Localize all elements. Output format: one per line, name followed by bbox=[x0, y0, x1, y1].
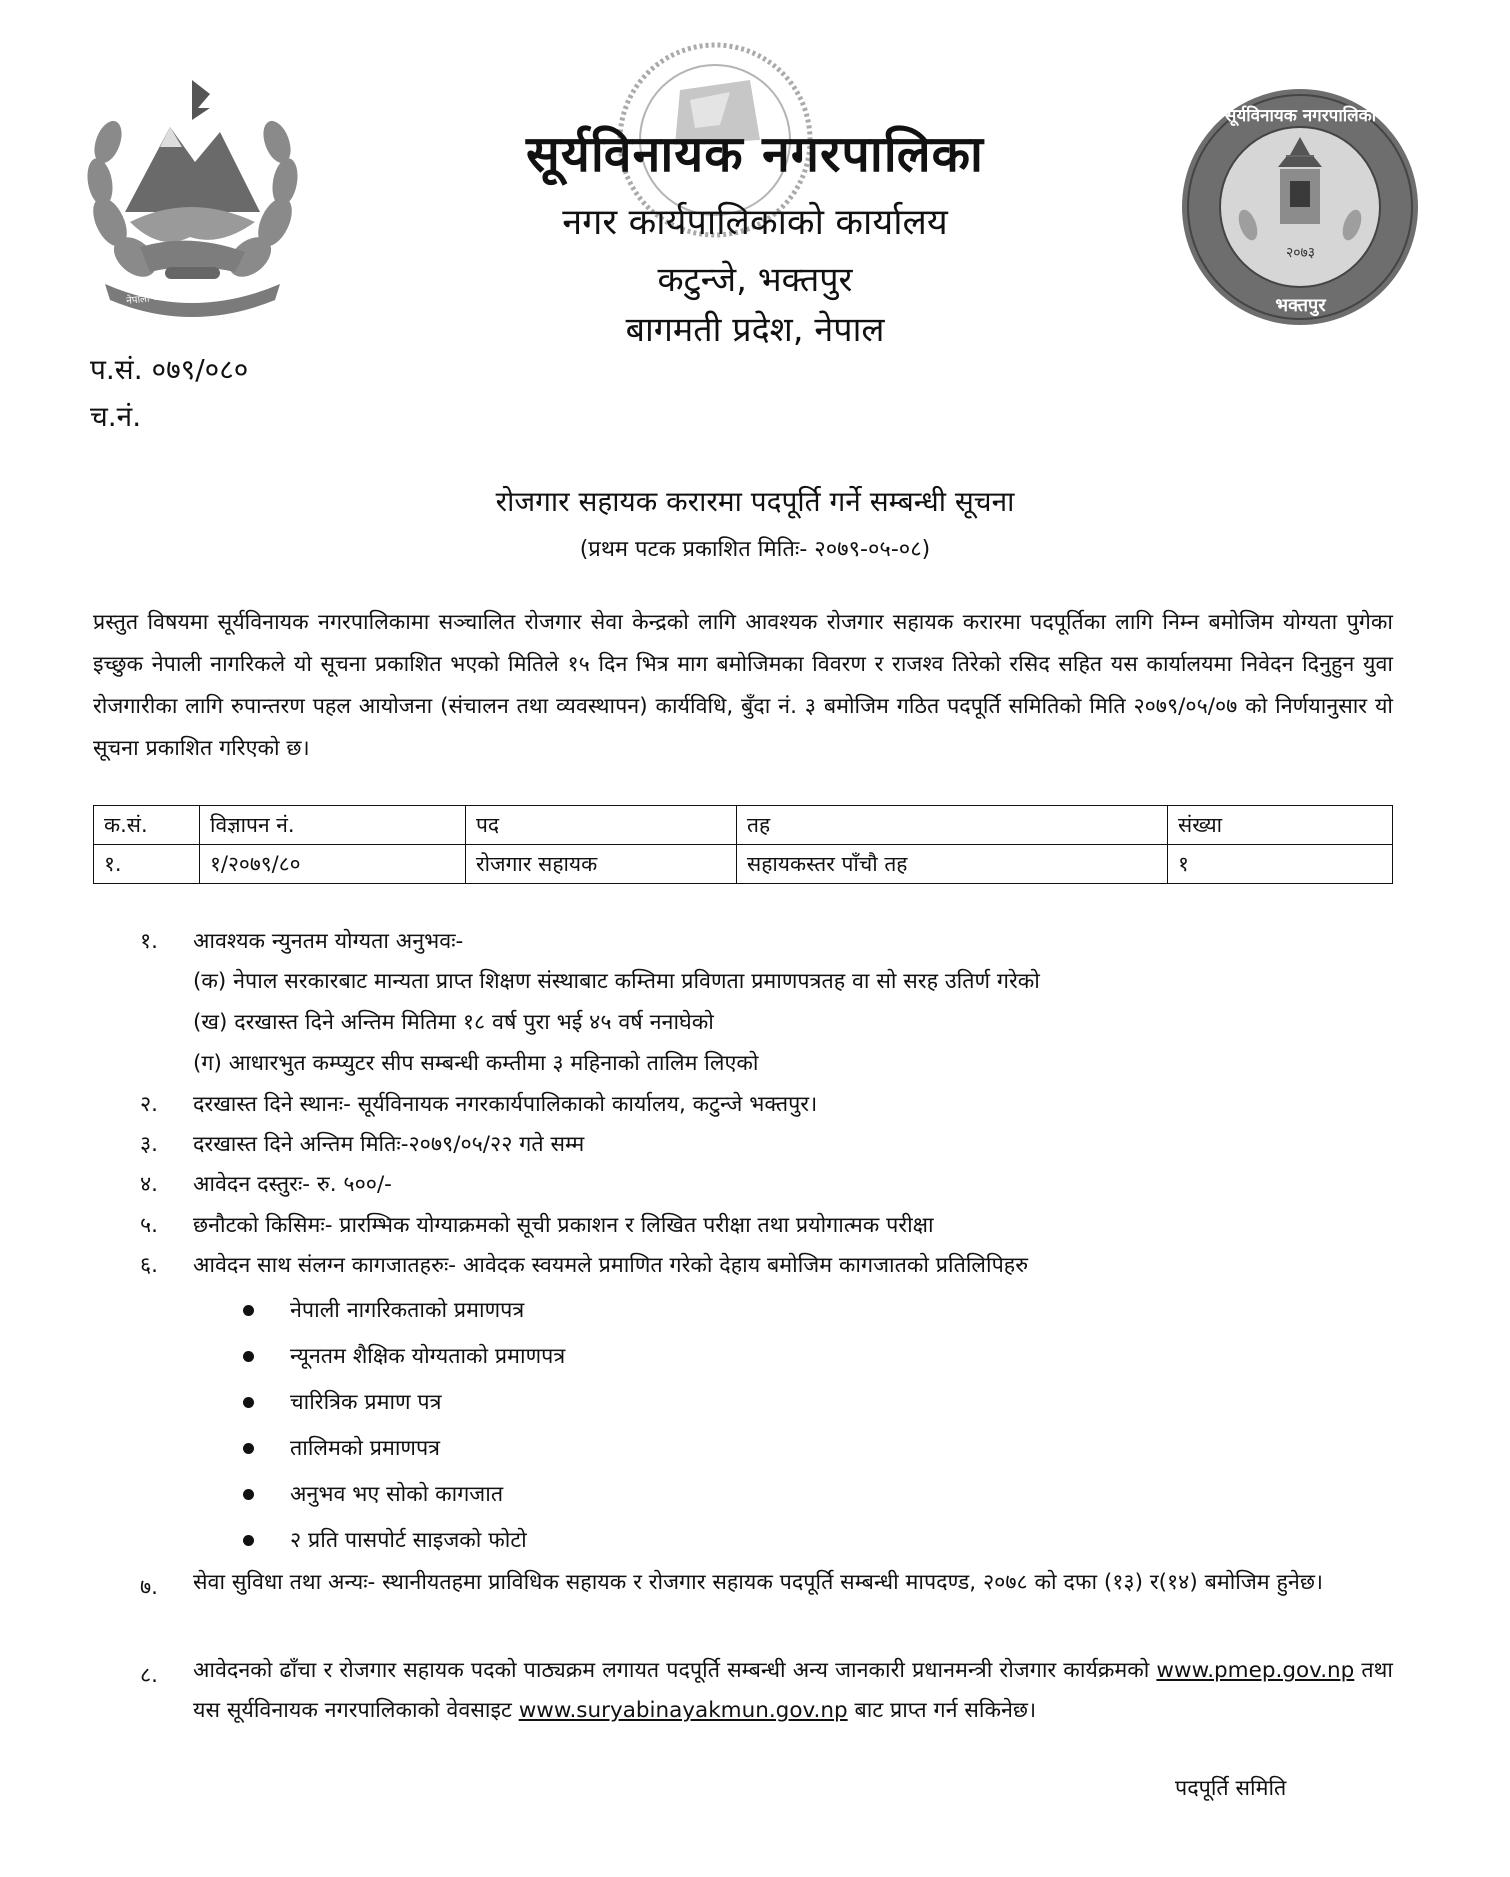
doc-list-item: चारित्रिक प्रमाण पत्र bbox=[290, 1390, 442, 1415]
bullet-icon bbox=[243, 1305, 254, 1316]
item-8-paragraph bbox=[193, 1651, 1393, 1731]
doc-list-item: नेपाली नागरिकताको प्रमाणपत्र bbox=[290, 1298, 525, 1323]
column-header-level: तह bbox=[737, 806, 1168, 845]
item-5-text: छनौटको किसिमः- प्रारम्भिक योग्याक्रमको सूची प्रकाशन र लिखित परीक्षा तथा प्रयोगात्मक परीक्षा bbox=[193, 1213, 934, 1238]
column-header-post: पद bbox=[466, 806, 737, 845]
cell-serial: १. bbox=[94, 845, 200, 884]
doc-list-item: न्यूनतम शैक्षिक योग्यताको प्रमाणपत्र bbox=[290, 1344, 566, 1369]
item-7-number: ७. bbox=[140, 1575, 159, 1600]
item-4-text: आवेदन दस्तुरः- रु. ५००/- bbox=[193, 1172, 392, 1197]
item-2-text: दरखास्त दिने स्थानः- सूर्यविनायक नगरकार्यपालिकाको कार्यालय, कटुन्जे भक्तपुर। bbox=[193, 1092, 818, 1117]
pmep-website-link[interactable]: www.pmep.gov.np bbox=[1156, 1658, 1355, 1683]
notice-intro-paragraph: प्रस्तुत विषयमा सूर्यविनायक नगरपालिकामा सञ्चालित रोजगार सेवा केन्द्रको लागि आवश्यक रोजगार सहायक करारमा पदपूर्तिका लागि निम्न बमोजिम योग्यता पुगेका इच्छुक नेपाली नागरिकले यो सूचना प्रकाशित भएको मितिले १५ दिन भित्र माग बमोजिमका विवरण र राजश्व तिरेको रसिद सहित यस कार्यालयमा निवेदन दिनुहुन युवा रोजगारीका लागि रुपान्तरण पहल आयोजना (संचालन तथा व्यवस्थापन) कार्यविधि, बुँदा नं. ३ बमोजिम गठित पदपूर्ति समितिको मिति २०७९/०५/०७ को निर्णयानुसार यो सूचना प्रकाशित गरिएको छ। bbox=[93, 610, 1393, 761]
notice-title: रोजगार सहायक करारमा पदपूर्ति गर्ने सम्बन्धी सूचना bbox=[495, 485, 1015, 518]
item-8-number: ८. bbox=[140, 1663, 159, 1688]
table-header-row bbox=[94, 806, 1393, 845]
item-1b-text: (ख) दरखास्त दिने अन्तिम मितिमा १८ वर्ष पुरा भई ४५ वर्ष ननाघेको bbox=[193, 1010, 714, 1035]
logo-ring-bottom-text: भक्तपुर bbox=[1275, 295, 1326, 316]
bullet-icon bbox=[243, 1397, 254, 1408]
emblem-ribbon-motto: नेपाली जनप्रतिनिधि जनसेवी सर्वोत्तम bbox=[125, 282, 259, 307]
municipality-title: सूर्यविनायक नगरपालिका bbox=[526, 125, 984, 183]
item-1c-text: (ग) आधारभुत कम्प्युटर सीप सम्बन्धी कम्तीमा ३ महिनाको तालिम लिएको bbox=[193, 1051, 759, 1076]
cell-level: सहायकस्तर पाँचौ तह bbox=[737, 845, 1168, 884]
cell-advert-no: १/२०७९/८० bbox=[200, 845, 466, 884]
letter-reference-number: प.सं. ०७९/०८० bbox=[90, 353, 249, 386]
doc-list-item: २ प्रति पासपोर्ट साइजको फोटो bbox=[290, 1528, 527, 1553]
bullet-icon bbox=[243, 1351, 254, 1362]
item-2-number: २. bbox=[140, 1092, 159, 1117]
bullet-icon bbox=[243, 1489, 254, 1500]
item-6-number: ६. bbox=[140, 1253, 159, 1278]
item-1-number: १. bbox=[140, 929, 159, 954]
item-3-text: दरखास्त दिने अन्तिम मितिः-२०७९/०५/२२ गते सम्म bbox=[193, 1132, 585, 1157]
item-4-number: ४. bbox=[140, 1172, 159, 1197]
item-1a-text: (क) नेपाल सरकारबाट मान्यता प्राप्त शिक्षण संस्थाबाट कम्तिमा प्रविणता प्रमाणपत्रतह वा सो सरह उतिर्ण गरेको bbox=[193, 969, 1040, 994]
office-name: नगर कार्यपालिकाको कार्यालय bbox=[562, 202, 948, 243]
cell-count: १ bbox=[1168, 845, 1393, 884]
bullet-icon bbox=[243, 1443, 254, 1454]
item-7-text: सेवा सुविधा तथा अन्यः- स्थानीयतहमा प्राविधिक सहायक र रोजगार सहायक पदपूर्ति सम्बन्धी मापदण्ड, २०७८ को दफा (१३) र(१४) बमोजिम हुनेछ। bbox=[193, 1570, 1324, 1595]
notice-publication-date: (प्रथम पटक प्रकाशित मितिः- २०७९-०५-०८) bbox=[579, 537, 931, 562]
dispatch-number: च.नं. bbox=[90, 400, 142, 433]
item-5-number: ५. bbox=[140, 1213, 159, 1238]
logo-ring-top-text: सूर्यविनायक नगरपालिका bbox=[1224, 106, 1377, 126]
doc-list-item: तालिमको प्रमाणपत्र bbox=[290, 1436, 441, 1461]
item-6-text: आवेदन साथ संलग्न कागजातहरुः- आवेदक स्वयमले प्रमाणित गरेको देहाय बमोजिम कागजातको प्रतिलिपिहरु bbox=[193, 1253, 1029, 1278]
item-1-text: आवश्यक न्युनतम योग्यता अनुभवः- bbox=[193, 929, 464, 954]
column-header-advert-no: विज्ञापन नं. bbox=[200, 806, 466, 845]
province-country: बागमती प्रदेश, नेपाल bbox=[625, 310, 885, 350]
doc-list-item: अनुभव भए सोको कागजात bbox=[290, 1482, 504, 1507]
column-header-serial: क.सं. bbox=[94, 806, 200, 845]
cell-post: रोजगार सहायक bbox=[466, 845, 737, 884]
table-row bbox=[94, 845, 1393, 884]
office-location: कटुन्जे, भक्तपुर bbox=[657, 260, 853, 300]
item-8-text-a: आवेदनको ढाँचा र रोजगार सहायक पदको पाठ्यक्रम लगायत पदपूर्ति सम्बन्धी अन्य जानकारी प्रधानमन्त्री रोजगार कार्यक्रमको bbox=[193, 1658, 1157, 1683]
bullet-icon bbox=[243, 1535, 254, 1546]
logo-year-text: २०७३ bbox=[1285, 245, 1316, 261]
item-8-text-c: बाट प्राप्त गर्न सकिनेछ। bbox=[847, 1698, 1037, 1723]
vacancy-table bbox=[93, 805, 1393, 884]
column-header-count: संख्या bbox=[1168, 806, 1393, 845]
recruitment-committee-signature: पदपूर्ति समिति bbox=[1175, 1776, 1287, 1801]
municipality-website-link[interactable]: www.suryabinayakmun.gov.np bbox=[518, 1698, 848, 1723]
item-8-text-b: तथा यस सूर्यविनायक नगरपालिकाको वेवसाइट bbox=[193, 1658, 1393, 1723]
item-3-number: ३. bbox=[140, 1132, 159, 1157]
